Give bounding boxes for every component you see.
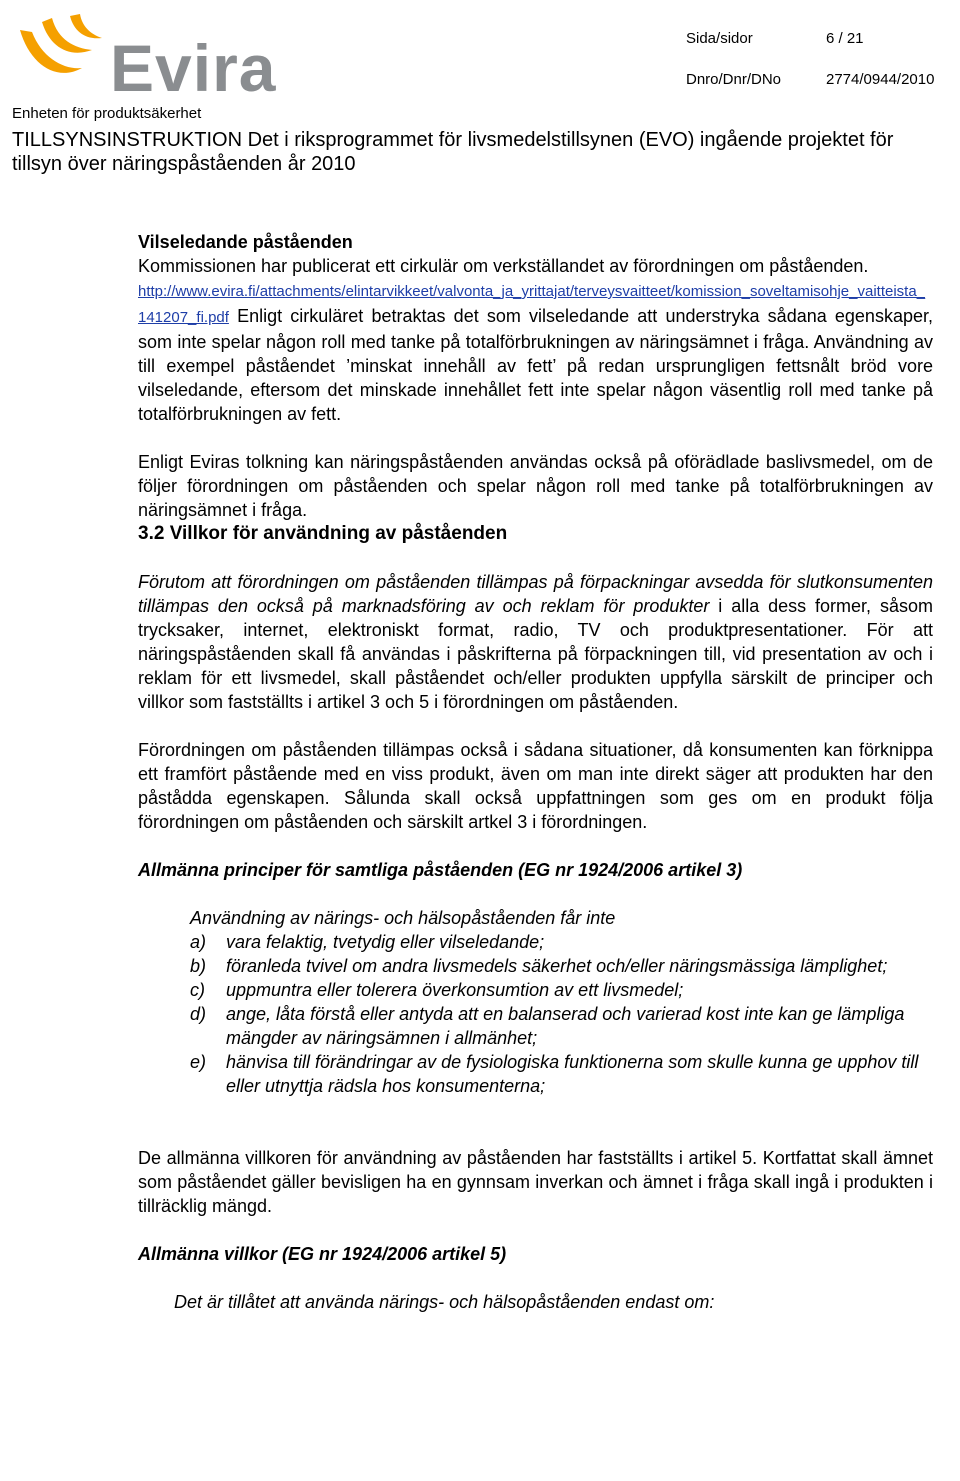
misleading-paragraph-2: [138, 278, 933, 426]
principles-item-label: a): [190, 932, 207, 952]
circular-link[interactable]: http://www.evira.fi/attachments/elintarvikkeet/valvonta_ja_yrittajat/terveysvaitteet/komission_soveltamisohje_vaitteista_141207_fi.pdf: [138, 283, 926, 326]
principles-item: [190, 1050, 933, 1098]
evira-logo-mark-icon: [12, 10, 112, 90]
section-3-2-paragraph-2: Förordningen om påståenden tillämpas också i sådana situationer, då konsumenten kan förknippa ett framfört påstående med en viss produkt, även om man inte direkt säger att produkten har den påstådda egenskapen. Sålunda skall också uppfattningen som ges om en produkt följa förordningen om påståenden och särskilt artkel 3 i förordningen.: [138, 740, 933, 832]
page-label: Sida/sidor: [686, 30, 753, 47]
dnro-label: Dnro/Dnr/DNo: [686, 71, 782, 88]
principles-item: [190, 930, 933, 954]
misleading-text: Enligt cirkuläret betraktas det som vilseledande att understryka sådana egenskaper, som inte spelar någon roll med tanke på totalförbrukningen av näringsämnet i fråga. Användning av till exempel påståendet ’minskat innehåll av fett’ på redan ursprungligen fettsnålt bröd vore vilseledande, eftersom det minskade innehållet fett inte spelar någon väsentlig roll med tanke på totalförbrukningen av fett.: [138, 306, 933, 424]
general-conditions-paragraph: De allmänna villkoren för användning av påståenden har fastställts i artikel 5. Kortfattat skall ämnet som påståendet gäller bevisligen ha en gynnsam inverkan och ämnet i fråga skall ingå i produkten i tillräcklig mängd.: [138, 1148, 933, 1216]
conditions-heading: Allmänna villkor (EG nr 1924/2006 artikel 5): [138, 1244, 507, 1264]
principles-list: [190, 906, 933, 1098]
principles-item-label: e): [190, 1052, 207, 1072]
section-3-2-text: i alla dess former, såsom trycksaker, internet, elektroniskt format, radio, TV och produktpresentationer. För att näringspåståenden skall få användas i påskrifterna på förpackningen till, vid presentation av och i reklam för ett livsmedel, skall påståendet och/eller produkten uppfylla särskilt de principer och villkor som fastställts i artikel 3 och 5 i förordningen om påståenden.: [138, 596, 933, 712]
principles-item: [190, 978, 933, 1002]
principles-item-text: uppmuntra eller tolerera överkonsumtion av ett livsmedel;: [226, 980, 684, 1000]
page-number: 6 / 21: [826, 30, 864, 47]
evira-logo: [12, 10, 277, 105]
unit-name: Enheten för produktsäkerhet: [12, 105, 202, 122]
logo-wordmark: Evira: [110, 31, 277, 105]
misleading-heading: Vilseledande påståenden: [138, 232, 353, 252]
principles-item-label: c): [190, 980, 205, 1000]
principles-heading: Allmänna principer för samtliga påståenden (EG nr 1924/2006 artikel 3): [138, 860, 743, 880]
section-3-2-italic-text: Förutom att förordningen om påståenden tillämpas på förpackningar avsedda för slutkonsumenten tillämpas den också på marknadsföring av och reklam för produkter: [138, 572, 933, 616]
principles-item-label: b): [190, 956, 207, 976]
evira-interpretation-paragraph: Enligt Eviras tolkning kan näringspåståenden användas också på oförädlade baslivsmedel, om de följer förordningen om påståenden och spelar någon roll med tanke på totalförbrukningen av näringsämnet i fråga.: [138, 452, 933, 520]
principles-intro: Användning av närings- och hälsopåståenden får inte: [190, 908, 616, 928]
section-heading-3-2: 3.2 Villkor för användning av påståenden: [138, 523, 508, 544]
conditions-intro: Det är tillåtet att använda närings- och hälsopåståenden endast om:: [174, 1292, 715, 1312]
principles-item-text: ange, låta förstå eller antyda att en balanserad och varierad kost inte kan ge lämpliga mängder av näringsämnen i allmänhet;: [226, 1004, 905, 1048]
principles-item-text: föranleda tvivel om andra livsmedels säkerhet och/eller näringsmässiga lämplighet;: [226, 956, 888, 976]
dnro-value: 2774/0944/2010: [826, 71, 935, 88]
principles-item: [190, 954, 933, 978]
principles-item-label: d): [190, 1004, 207, 1024]
section-3-2-paragraph-1: [138, 570, 933, 714]
document-title: TILLSYNSINSTRUKTION Det i riksprogrammet för livsmedelstillsynen (EVO) ingående projektet för tillsyn över näringspåståenden år 2010: [12, 129, 894, 175]
principles-item-text: hänvisa till förändringar av de fysiologiska funktionerna som skulle kunna ge upphov till eller utnyttja rädsla hos konsumenterna;: [226, 1052, 919, 1096]
principles-item: [190, 1002, 933, 1050]
principles-item-text: vara felaktig, tvetydig eller vilseledande;: [226, 932, 545, 952]
document-body: [138, 230, 933, 1314]
misleading-paragraph-1: Kommissionen har publicerat ett cirkulär om verkställandet av förordningen om påståenden.: [138, 256, 869, 276]
